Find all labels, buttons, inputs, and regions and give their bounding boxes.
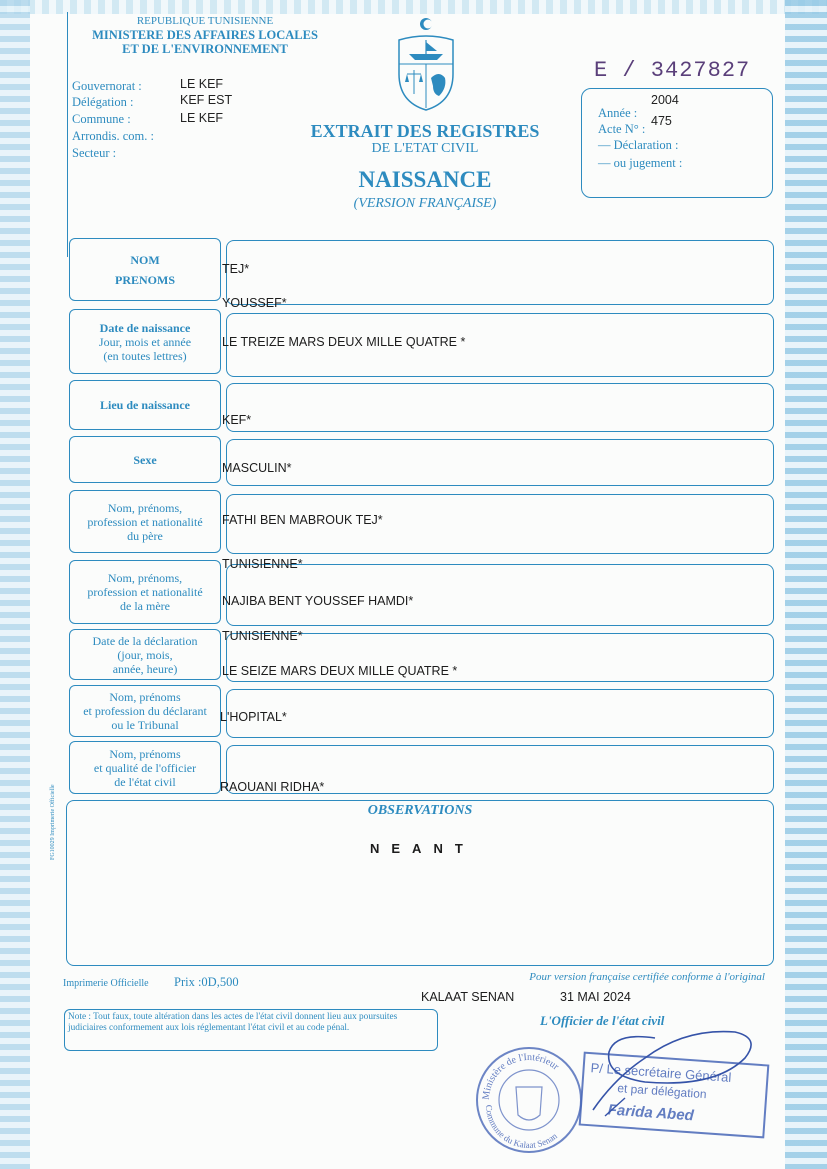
mere-label <box>69 560 221 624</box>
ministry-header <box>70 14 340 56</box>
coat-of-arms-icon <box>393 14 459 112</box>
commune-value: LE KEF <box>180 111 224 125</box>
dob-label-sub1: Jour, mois et année <box>98 334 192 349</box>
stamp-line2: et par délégation <box>616 1081 708 1102</box>
sexe-value: MASCULIN* <box>222 461 292 475</box>
declarant-label-line2: et profession du déclarant <box>83 704 207 718</box>
lieu-value-box <box>226 383 774 432</box>
document-subtitle: DE L'ETAT CIVIL <box>371 141 479 156</box>
ministry-line1: MINISTERE DES AFFAIRES LOCALES <box>92 28 318 42</box>
decorative-border-top <box>0 0 827 14</box>
nom-value: TEJ* <box>222 262 250 276</box>
legal-note: Note : Tout faux, toute altération dans les actes de l'état civil donnent lieu aux poursuites judiciaires conformement aux lois réglementant l'état civil et au code pénal. <box>68 1012 398 1033</box>
imprimerie-label: Imprimerie Officielle <box>63 978 149 989</box>
country-name: REPUBLIQUE TUNISIENNE <box>136 15 274 27</box>
secteur-label: Secteur : <box>72 146 117 160</box>
delegation-value: KEF EST <box>180 93 233 107</box>
officier-label-line3: de l'état civil <box>114 774 176 789</box>
declarant-label-line1: Nom, prénoms <box>109 690 181 704</box>
certification-text: Pour version française certifiée conforme à l'original <box>529 971 765 983</box>
round-stamp-bottom-text: Commune du Kalaat Senan <box>483 1104 560 1151</box>
officer-title: L'Officier de l'état civil <box>540 1013 665 1028</box>
declaration-date-label <box>69 629 221 680</box>
jugement-label: — ou jugement : <box>598 156 683 170</box>
declarant-value: L'HOPITAL* <box>220 710 287 724</box>
issue-date: 31 MAI 2024 <box>560 990 631 1004</box>
stamp-line1: P/ Le secrétaire Général <box>590 1060 732 1085</box>
declarant-label <box>69 685 221 737</box>
mere-label-line1: Nom, prénoms, <box>107 571 183 585</box>
signature-icon <box>585 1018 765 1118</box>
dob-label-title: Date de naissance <box>99 320 191 335</box>
prenoms-value: YOUSSEF* <box>222 296 287 310</box>
decl-date-label-line1: Date de la déclaration <box>92 633 198 648</box>
document-title: EXTRAIT DES REGISTRES <box>310 121 540 141</box>
header-divider <box>67 12 68 257</box>
dob-label-sub2: (en toutes lettres) <box>103 348 187 363</box>
mere-label-line3: de la mère <box>120 599 170 613</box>
sexe-label: Sexe <box>69 436 221 483</box>
svg-text:Commune du Kalaat Senan <box>484 1104 560 1150</box>
officier-label <box>69 741 221 794</box>
stamp-line3: Farida Abed <box>607 1101 695 1125</box>
gouvernorat-value: LE KEF <box>180 77 224 91</box>
svg-text:Ministère de l'Intérieur <box>481 1052 562 1100</box>
officier-label-line1: Nom, prénoms <box>109 746 181 761</box>
issue-place: KALAAT SENAN <box>421 990 515 1004</box>
lieu-label: Lieu de naissance <box>69 380 221 430</box>
sexe-value-box <box>226 439 774 486</box>
price: Prix :0D,500 <box>174 975 239 989</box>
mere-label-line2: profession et nationalité <box>87 585 203 599</box>
decl-date-label-line3: année, heure) <box>112 661 178 676</box>
declaration-label: — Déclaration : <box>598 138 679 152</box>
dob-label <box>69 309 221 374</box>
dob-value: LE TREIZE MARS DEUX MILLE QUATRE * <box>222 335 466 349</box>
pere-label-line2: profession et nationalité <box>87 514 203 529</box>
pere-value: FATHI BEN MABROUK TEJ* <box>222 513 383 527</box>
arrondissement-label: Arrondis. com. : <box>72 129 154 143</box>
observations-box <box>66 800 774 966</box>
delegation-label: Délégation : <box>72 95 134 109</box>
declaration-date-value: LE SEIZE MARS DEUX MILLE QUATRE * <box>222 664 458 678</box>
pere-label <box>69 490 221 553</box>
declarant-value-box <box>226 689 774 738</box>
decorative-border-right <box>785 0 827 1169</box>
document-type: NAISSANCE <box>358 167 492 192</box>
nom-label: NOM <box>130 252 160 267</box>
declarant-label-line3: ou le Tribunal <box>111 718 179 732</box>
round-stamp-icon <box>474 1045 584 1155</box>
decorative-border-left <box>0 0 30 1169</box>
commune-label: Commune : <box>72 112 131 126</box>
observations-value: NEANT <box>370 841 475 856</box>
observations-title: OBSERVATIONS <box>367 803 473 818</box>
nom-prenoms-label <box>69 238 221 301</box>
round-stamp-top-text: Ministère de l'Intérieur <box>480 1051 561 1101</box>
pere-label-line3: du père <box>127 528 163 543</box>
nom-value-box <box>226 240 774 305</box>
ministry-line2: ET DE L'ENVIRONNEMENT <box>122 42 288 56</box>
mere-value: NAJIBA BENT YOUSSEF HAMDI* <box>222 594 414 608</box>
serial-number: E / 3427827 <box>594 58 751 83</box>
mere-nationality: TUNISIENNE* <box>222 629 303 643</box>
gouvernorat-label: Gouvernorat : <box>72 79 142 93</box>
decl-date-label-line2: (jour, mois, <box>117 647 173 662</box>
officier-value: RAOUANI RIDHA* <box>220 780 325 794</box>
printer-code: FG10029 Imprimerie Officielle <box>50 784 56 860</box>
pere-label-line1: Nom, prénoms, <box>107 500 183 515</box>
pere-nationality: TUNISIENNE* <box>222 557 303 571</box>
annee-label: Année : <box>598 106 638 120</box>
acte-value: 475 <box>651 114 672 128</box>
lieu-value: KEF* <box>222 413 252 427</box>
annee-value: 2004 <box>651 93 679 107</box>
acte-label: Acte N° : <box>598 122 646 136</box>
document-version: (VERSION FRANÇAISE) <box>353 196 497 211</box>
prenoms-label: PRENOMS <box>115 272 175 287</box>
officier-label-line2: et qualité de l'officier <box>93 760 197 775</box>
